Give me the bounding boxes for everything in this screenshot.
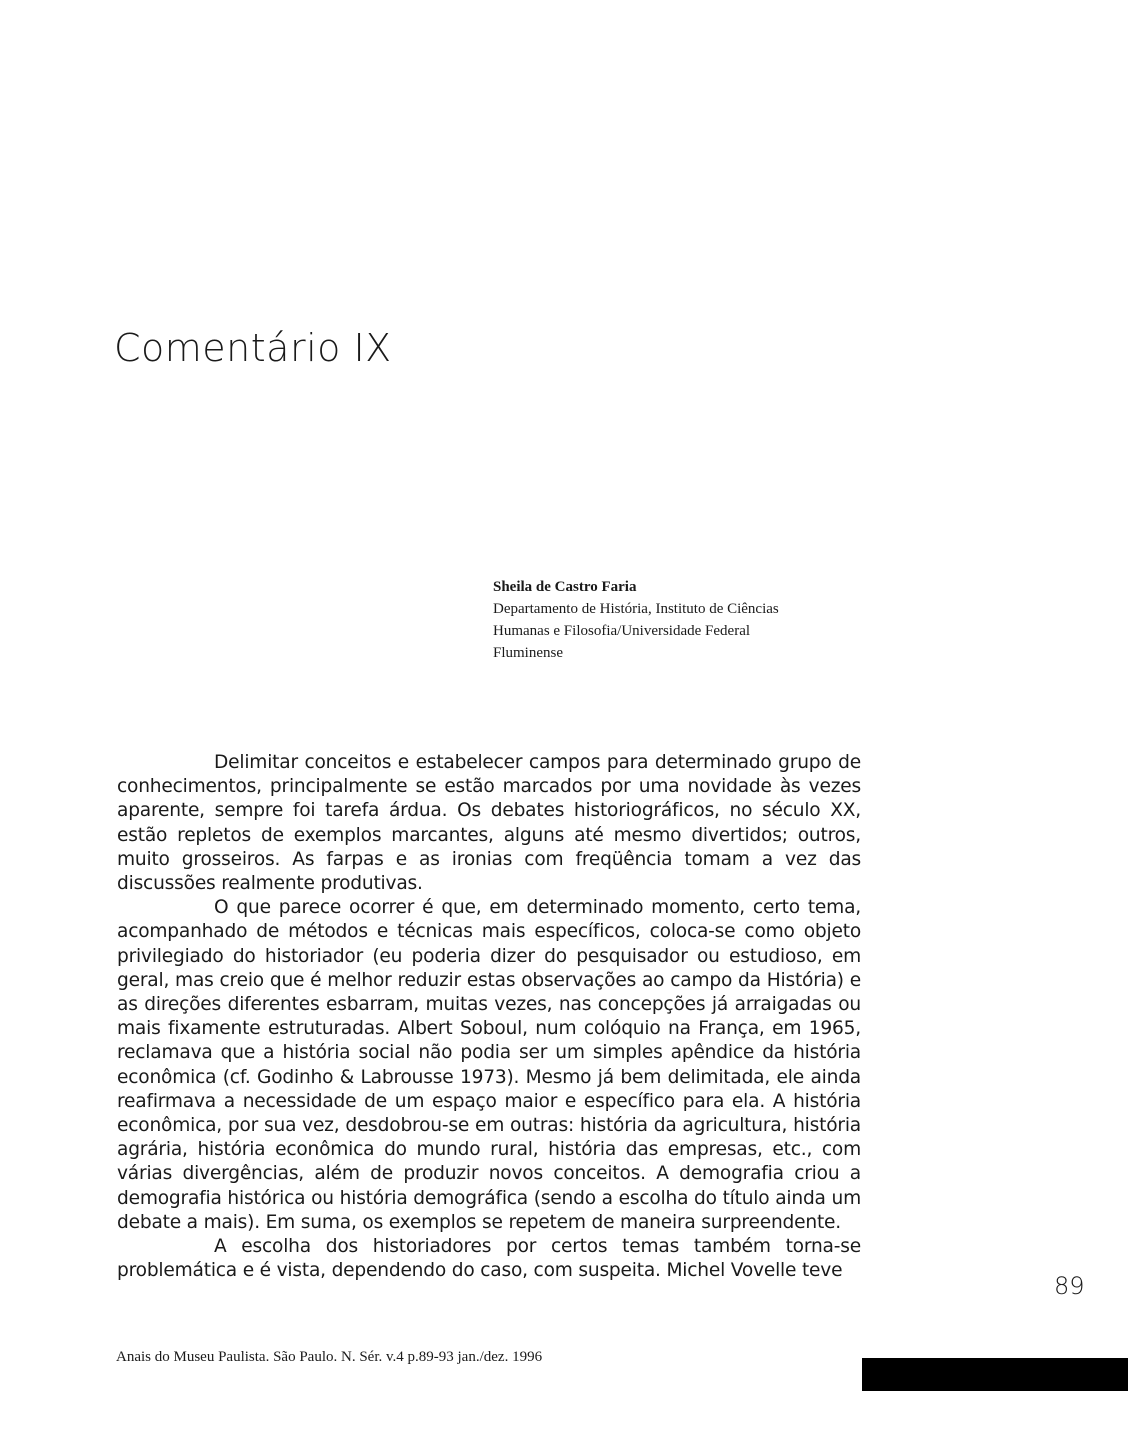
paragraph: A escolha dos historiadores por certos temas também torna-se problemática e é vista, dependendo do caso, com suspeita. Michel Vovelle teve [117,1236,861,1282]
author-block [493,576,853,664]
article-body [117,751,861,1283]
paragraph: Delimitar conceitos e estabelecer campos para determinado grupo de conhecimentos, principalmente se estão marcados por uma novidade às vezes aparente, sempre foi tarefa árdua. Os debates historiográficos, no século XX, estão repletos de exemplos marcantes, alguns até mesmo divertidos; outros, muito grosseiros. As farpas e as ironias com freqüência tomam a vez das discussões realmente produtivas. [117,752,861,895]
page-number: 89 [1054,1272,1085,1300]
affiliation-line: Humanas e Filosofia/Universidade Federal [493,623,751,639]
journal-citation-footer: Anais do Museu Paulista. São Paulo. N. Sér. v.4 p.89-93 jan./dez. 1996 [116,1349,543,1365]
affiliation-line: Fluminense [493,645,563,661]
paragraph: O que parece ocorrer é que, em determinado momento, certo tema, acompanhado de métodos e técnicas mais específicos, coloca-se como objeto privilegiado do historiador (eu poderia dizer do pesquisador ou estudioso, em geral, mas creio que é melhor reduzir estas observações ao campo da História) e as direções diferentes esbarram, muitas vezes, nas concepções já arraigadas ou mais fixamente estruturadas. Albert Soboul, num colóquio na França, em 1965, reclamava que a história social não podia ser um simples apêndice da história econômica (cf. Godinho & Labrousse 1973). Mesmo já bem delimitada, ele ainda reafirmava a necessidade de um espaço maior e específico para ela. A história econômica, por sua vez, desdobrou-se em outras: história da agricultura, história agrária, história econômica do mundo rural, história das empresas, etc., com várias divergências, além de produzir novos conceitos. A demografia criou a demografia histórica ou história demográfica (sendo a escolha do título ainda um debate a mais). Em suma, os exemplos se repetem de maneira surpreendente. [117,897,861,1233]
author-name: Sheila de Castro Faria [493,579,637,595]
affiliation-line: Departamento de História, Instituto de Ciências [493,601,779,617]
article-title: Comentário IX [114,326,392,370]
footer-black-bar [862,1358,1128,1391]
